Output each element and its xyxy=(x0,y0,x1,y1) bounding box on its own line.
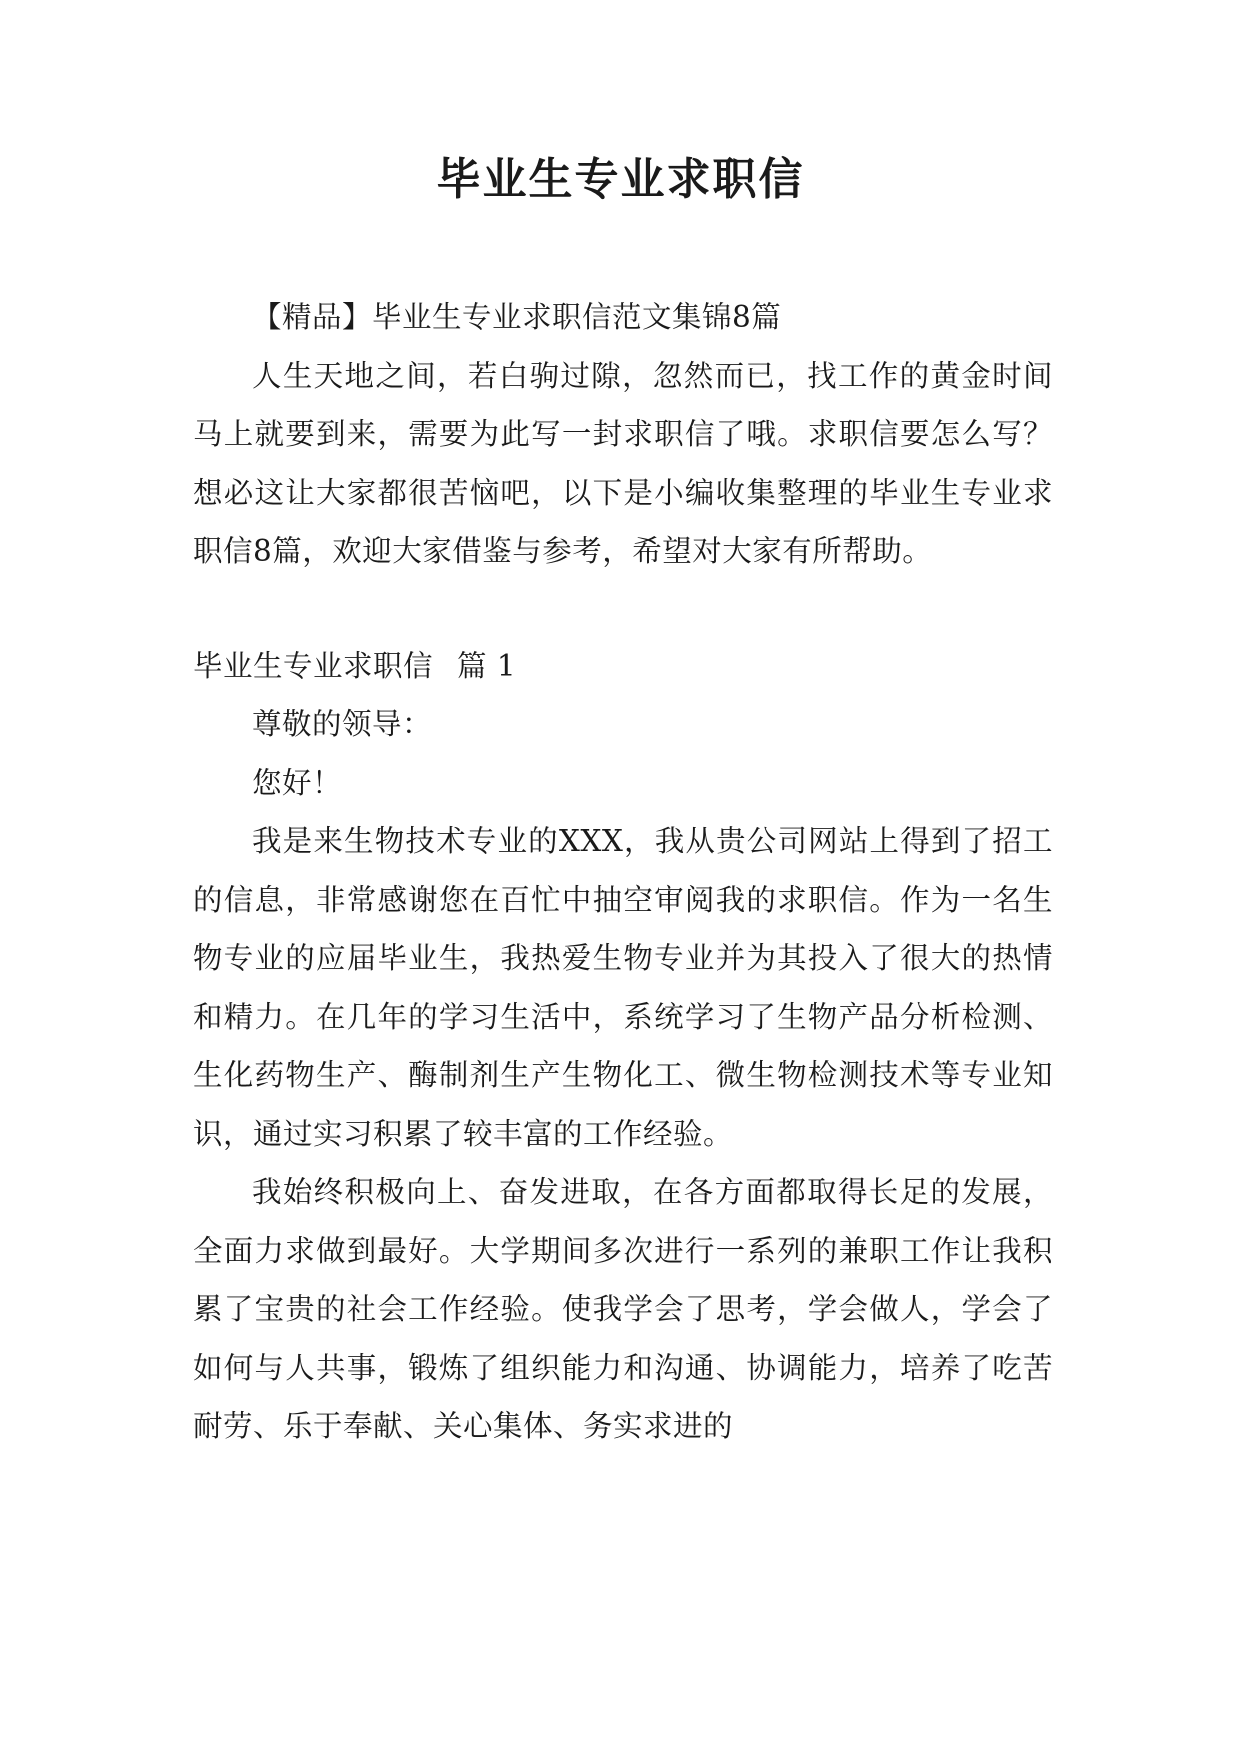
section-spacer xyxy=(193,581,1053,637)
greeting: 您好！ xyxy=(252,765,343,800)
salutation: 尊敬的领导： xyxy=(252,707,433,741)
intro-paragraph: 人生天地之间，若白驹过隙，忽然而已，找工作的黄金时间马上就要到来，需要为此写一封求职信了哦。求职信要怎么写？想必这让大家都很苦恼吧，以下是小编收集整理的毕业生专业求职信8篇，欢迎大家借鉴与参考，希望对大家有所帮助。 xyxy=(193,358,1053,568)
letter-paragraph-2: 我始终积极向上、奋发进取，在各方面都取得长足的发展，全面力求做到最好。大学期间多次进行一系列的兼职工作让我积累了宝贵的社会工作经验。使我学会了思考，学会做人，学会了如何与人共事，锻炼了组织能力和沟通、协调能力，培养了吃苦耐劳、乐于奉献、关心集体、务实求进的 xyxy=(193,1175,1053,1443)
document-body xyxy=(193,288,1053,1456)
section-heading xyxy=(193,637,1053,696)
section-number: 篇 1 xyxy=(457,648,517,683)
section-title: 毕业生专业求职信 xyxy=(193,648,434,683)
letter-paragraph-1: 我是来生物技术专业的XXX，我从贵公司网站上得到了招工的信息，非常感谢您在百忙中抽空审阅我的求职信。作为一名生物专业的应届毕业生，我热爱生物专业并为其投入了很大的热情和精力。在几年的学习生活中，系统学习了生物产品分析检测、生化药物生产、酶制剂生产生物化工、微生物检测技术等专业知识，通过实习积累了较丰富的工作经验。 xyxy=(193,824,1053,1151)
intro-line: 【精品】毕业生专业求职信范文集锦8篇 xyxy=(252,300,782,334)
document-title: 毕业生专业求职信 xyxy=(436,154,805,205)
